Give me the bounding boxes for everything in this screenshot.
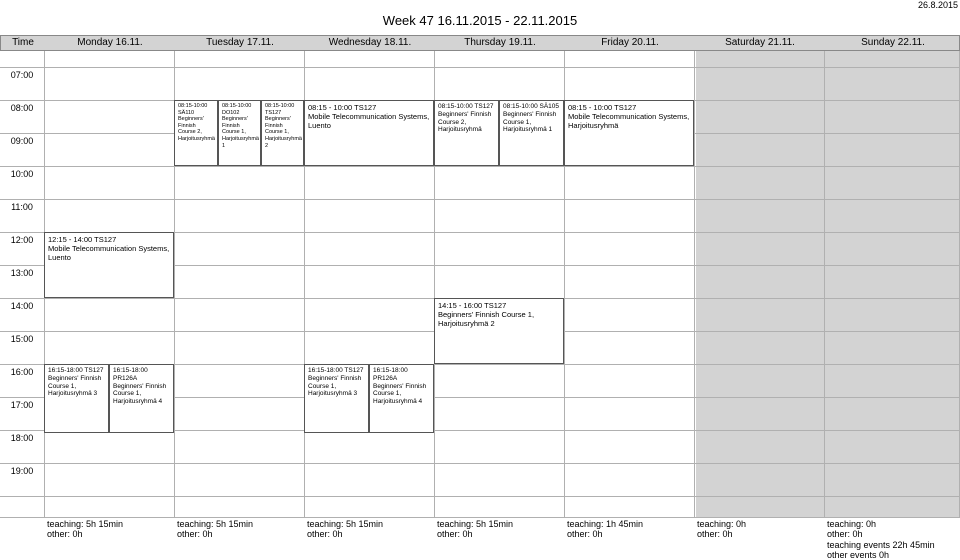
summary-teaching: teaching: 5h 15min	[307, 519, 384, 529]
summary-thursday	[437, 519, 513, 539]
time-label: 14:00	[10, 301, 34, 311]
sunday-shading	[826, 51, 960, 517]
event-line: 14:15 - 16:00 TS127	[438, 301, 507, 310]
event-line: Beginners' Finnish	[438, 110, 492, 118]
print-date: 26.8.2015	[917, 0, 958, 10]
summary-friday	[567, 519, 643, 539]
time-label: 12:00	[10, 235, 34, 245]
grid-line	[0, 166, 960, 167]
event-line: Luento	[308, 121, 331, 130]
summary-monday	[47, 519, 123, 539]
summary-teaching: teaching: 0h	[697, 519, 747, 529]
summary-other: other: 0h	[437, 529, 473, 539]
event-line: Harjoitusryhmä 4	[373, 398, 423, 406]
event-line: Mobile Telecommunication Systems,	[48, 244, 170, 253]
header-monday: Monday 16.11.	[77, 37, 143, 48]
summary-sunday	[827, 519, 935, 560]
event-line: Harjoitusryhmä	[178, 135, 215, 142]
event-line: Harjoitusryhmä	[568, 121, 619, 130]
event-line: 08:15-10:00 TS127	[438, 103, 494, 110]
event-line: Beginners' Finnish	[308, 374, 362, 382]
event-line: Harjoitusryhmä	[438, 126, 482, 134]
event-line: Course 1,	[48, 382, 77, 390]
time-label: 09:00	[10, 136, 34, 146]
time-label: 19:00	[10, 466, 34, 476]
event-line: Luento	[48, 253, 71, 262]
time-label: 16:00	[10, 367, 34, 377]
week-title: Week 47 16.11.2015 - 22.11.2015	[382, 13, 578, 28]
summary-other: other: 0h	[307, 529, 343, 539]
event-tuesday-1615-pr126a[interactable]	[369, 364, 434, 433]
event-line: Harjoitusryhmä 2	[265, 135, 302, 149]
saturday-shading	[696, 51, 826, 517]
header-friday: Friday 20.11.	[601, 37, 659, 48]
time-label: 18:00	[10, 433, 34, 443]
event-line: Beginners' Finnish	[373, 382, 427, 390]
time-label: 17:00	[10, 400, 34, 410]
header-sunday: Sunday 22.11.	[861, 37, 925, 48]
event-line: Finnish Course 1,	[222, 122, 246, 136]
summary-teaching: teaching: 5h 15min	[177, 519, 254, 529]
event-monday-0815-sa110[interactable]	[174, 100, 218, 166]
summary-other: other: 0h	[47, 529, 83, 539]
event-line: Beginners' Finnish	[113, 382, 167, 390]
event-line: DO102	[222, 109, 240, 116]
time-label: 11:00	[11, 202, 33, 212]
time-label: 15:00	[10, 334, 34, 344]
event-wednesday-1415-ts127[interactable]	[434, 298, 564, 364]
grid-column-line	[824, 51, 825, 517]
total-other: other events 0h	[827, 550, 890, 560]
event-line: Course 1,	[113, 390, 142, 398]
event-line: 12:15 - 14:00 TS127	[48, 235, 117, 244]
header-tuesday: Tuesday 17.11.	[206, 37, 274, 48]
summary-other: other: 0h	[177, 529, 213, 539]
event-line: 16:15-18:00 PR126A	[373, 367, 408, 382]
event-line: 08:15-10:00 SÄ105	[503, 103, 560, 110]
header-saturday: Saturday 21.11.	[725, 37, 795, 48]
grid-line	[0, 517, 960, 518]
event-line: Harjoitusryhmä 1	[503, 126, 553, 134]
summary-teaching: teaching: 0h	[827, 519, 877, 529]
event-line: Harjoitusryhmä 2	[438, 319, 495, 328]
event-line: Course 2,	[438, 118, 467, 126]
grid-line	[0, 463, 960, 464]
event-line: Beginners' Finnish	[503, 110, 557, 118]
event-line: Beginners' Finnish Course 1,	[438, 310, 535, 319]
event-line: 08:15 - 10:00 TS127	[568, 103, 637, 112]
event-line: Beginners' Finnish	[48, 374, 102, 382]
grid-line	[0, 199, 960, 200]
summary-wednesday	[307, 519, 383, 539]
event-line: Mobile Telecommunication Systems,	[568, 112, 690, 121]
header-thursday: Thursday 19.11.	[464, 37, 536, 48]
event-line: TS127	[265, 109, 282, 116]
summary-tuesday	[177, 519, 253, 539]
event-line: 16:15-18:00 PR126A	[113, 367, 148, 382]
time-label: 10:00	[10, 169, 34, 179]
event-line: Harjoitusryhmä 3	[308, 390, 358, 398]
event-line: SÄ110	[178, 109, 195, 116]
summary-teaching: teaching: 5h 15min	[47, 519, 124, 529]
event-wednesday-0815-sa105[interactable]	[499, 100, 564, 166]
header-time: Time	[12, 37, 34, 48]
summary-teaching: teaching: 1h 45min	[567, 519, 644, 529]
event-line: 08:15 - 10:00 TS127	[308, 103, 377, 112]
event-line: Course 1,	[308, 382, 337, 390]
event-monday-1215-lecture[interactable]	[44, 232, 174, 298]
event-tuesday-0815-lecture[interactable]	[304, 100, 434, 166]
event-thursday-0815-ts127[interactable]	[564, 100, 694, 166]
event-line: Harjoitusryhmä 3	[48, 390, 98, 398]
event-line: 08:15-10:00	[178, 103, 208, 109]
summary-teaching: teaching: 5h 15min	[437, 519, 514, 529]
event-tuesday-1615-ts127[interactable]	[304, 364, 369, 433]
event-monday-1615-pr126a[interactable]	[109, 364, 174, 433]
grid-line	[0, 67, 960, 68]
event-line: Harjoitusryhmä 4	[113, 398, 163, 406]
summary-other: other: 0h	[567, 529, 603, 539]
event-line: 16:15-18:00 TS127	[48, 367, 104, 374]
event-monday-0815-ts127[interactable]	[261, 100, 304, 166]
event-line: 08:15-10:00	[222, 103, 252, 109]
grid-line	[0, 496, 960, 497]
event-line: Beginners'	[178, 116, 204, 123]
time-label: 13:00	[10, 268, 34, 278]
event-line: Beginners'	[265, 116, 291, 123]
event-monday-0815-do102[interactable]	[218, 100, 261, 166]
event-line: 16:15-18:00 TS127	[308, 367, 364, 374]
event-wednesday-0815-ts127[interactable]	[434, 100, 499, 166]
event-line: Course 1,	[373, 390, 402, 398]
event-line: Finnish Course 2,	[178, 122, 202, 136]
time-label: 08:00	[10, 103, 34, 113]
total-teaching: teaching events 22h 45min	[827, 540, 935, 550]
time-label: 07:00	[10, 70, 34, 80]
event-monday-1615-ts127[interactable]	[44, 364, 109, 433]
grid-column-line	[694, 51, 695, 517]
day-header-row	[0, 35, 960, 51]
event-line: Finnish Course 1,	[265, 122, 289, 136]
event-line: Beginners'	[222, 116, 248, 123]
summary-saturday	[697, 519, 746, 539]
event-line: Harjoitusryhmä 1	[222, 135, 259, 149]
summary-other: other: 0h	[827, 529, 863, 539]
event-line: 08:15-10:00	[265, 103, 295, 109]
event-line: Mobile Telecommunication Systems,	[308, 112, 430, 121]
summary-other: other: 0h	[697, 529, 733, 539]
event-line: Course 1,	[503, 118, 532, 126]
header-wednesday: Wednesday 18.11.	[328, 37, 412, 48]
